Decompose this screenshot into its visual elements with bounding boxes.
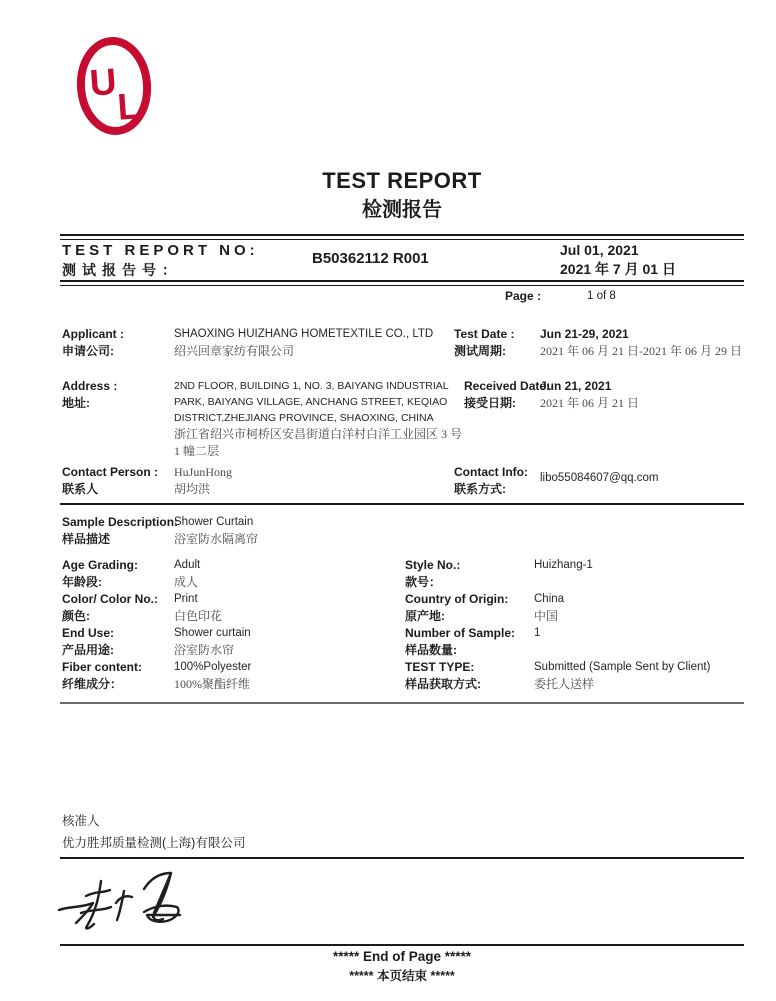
end-use-value-en: Shower curtain bbox=[174, 627, 251, 639]
page-number-row bbox=[60, 289, 744, 305]
test-date-value-en: Jun 21-29, 2021 bbox=[540, 327, 629, 341]
divider-contact bbox=[60, 503, 744, 505]
contact-info-value: libo55084607@qq.com bbox=[540, 472, 659, 484]
received-date-label-en: Received Date: bbox=[464, 379, 551, 393]
divider-footer bbox=[60, 944, 744, 946]
report-no-section bbox=[60, 234, 744, 284]
report-no-value: B50362112 R001 bbox=[312, 250, 429, 267]
style-no-label-zh: 款号： bbox=[405, 575, 442, 589]
contact-person-value-zh: 胡均洪 bbox=[174, 482, 211, 496]
test-type-label-en: TEST TYPE: bbox=[405, 660, 475, 674]
fiber-content-value-en: 100%Polyester bbox=[174, 661, 252, 673]
divider-attributes bbox=[60, 702, 744, 704]
page-number-value: 1 of 8 bbox=[587, 290, 616, 302]
test-type-value-zh: 委托人送样 bbox=[534, 677, 595, 691]
color-label-en: Color/ Color No.: bbox=[62, 592, 158, 606]
age-grading-label-en: Age Grading: bbox=[62, 558, 139, 572]
fiber-content-label-en: Fiber content: bbox=[62, 660, 142, 674]
divider-report-top bbox=[60, 234, 744, 240]
divider-approval bbox=[60, 857, 744, 859]
applicant-value-zh: 绍兴回章家纺有限公司 bbox=[174, 344, 295, 358]
end-use-value-zh: 浴室防水帘 bbox=[174, 643, 235, 657]
fiber-content-label-zh: 纤维成分： bbox=[62, 677, 123, 691]
applicant-row bbox=[60, 326, 744, 360]
country-of-origin-value-zh: 中国 bbox=[534, 609, 559, 623]
sample-description-value-en: Shower Curtain bbox=[174, 516, 254, 528]
country-of-origin-value-en: China bbox=[534, 593, 565, 605]
end-of-page-zh: ***** 本页结束 ***** bbox=[349, 969, 455, 983]
address-label-zh: 地址: bbox=[62, 396, 90, 410]
test-date-value-zh: 2021 年 06 月 21 日-2021 年 06 月 29 日 bbox=[540, 344, 742, 358]
color-value-zh: 白色印花 bbox=[174, 609, 223, 623]
contact-info-label-zh: 联系方式: bbox=[454, 482, 506, 496]
sample-description-row bbox=[60, 514, 744, 548]
style-no-value-en: Huizhang-1 bbox=[534, 559, 593, 571]
report-issue-date-en: Jul 01, 2021 bbox=[560, 242, 639, 258]
test-date-label-en: Test Date : bbox=[454, 327, 515, 341]
age-grading-label-zh: 年龄段: bbox=[62, 575, 102, 589]
svg-text:L: L bbox=[116, 85, 142, 128]
applicant-value-en: SHAOXING HUIZHANG HOMETEXTILE CO., LTD bbox=[174, 328, 434, 340]
report-no-label-zh: 测试报告号： bbox=[62, 262, 182, 278]
sample-description-label-zh: 样品描述 bbox=[62, 532, 111, 546]
page-title-zh: 检测报告 bbox=[362, 199, 442, 221]
number-of-sample-label-en: Number of Sample: bbox=[405, 626, 516, 640]
page-number-label: Page : bbox=[505, 289, 542, 303]
applicant-label-zh: 申请公司: bbox=[62, 344, 114, 358]
divider-report-bottom bbox=[60, 280, 744, 286]
approver-label: 核准人 bbox=[62, 814, 100, 828]
svg-text:U: U bbox=[88, 60, 118, 104]
style-no-label-en: Style No.: bbox=[405, 558, 461, 572]
attr-row-age-style bbox=[60, 557, 744, 591]
test-date-label-zh: 测试周期: bbox=[454, 344, 506, 358]
fiber-content-value-zh: 100%聚酯纤维 bbox=[174, 677, 250, 691]
country-of-origin-label-zh: 原产地: bbox=[405, 609, 445, 623]
test-type-label-zh: 样品获取方式: bbox=[405, 677, 481, 691]
applicant-label-en: Applicant : bbox=[62, 327, 124, 341]
color-label-zh: 颜色: bbox=[62, 609, 90, 623]
contact-person-label-zh: 联系人 bbox=[62, 482, 99, 496]
received-date-value-zh: 2021 年 06 月 21 日 bbox=[540, 396, 640, 410]
attr-row-fiber-testtype bbox=[60, 659, 744, 693]
contact-person-label-en: Contact Person : bbox=[62, 465, 159, 479]
ul-logo-icon bbox=[74, 36, 154, 141]
approval-section bbox=[62, 810, 746, 854]
sample-attributes-section bbox=[60, 557, 744, 693]
color-value-en: Print bbox=[174, 593, 198, 605]
contact-row bbox=[60, 464, 744, 498]
end-of-page-en: ***** End of Page ***** bbox=[332, 949, 472, 964]
signature-handwriting bbox=[56, 866, 206, 949]
report-no-label-en: TEST REPORT NO: bbox=[62, 242, 259, 259]
age-grading-value-zh: 成人 bbox=[174, 575, 199, 589]
contact-info-label-en: Contact Info: bbox=[454, 465, 528, 479]
address-value-zh: 浙江省绍兴市柯桥区安昌街道白洋村白洋工业园区 3 号 1 幢二层 bbox=[174, 427, 463, 458]
sample-description-value-zh: 浴室防水隔离帘 bbox=[174, 532, 259, 546]
end-use-label-zh: 产品用途: bbox=[62, 643, 114, 657]
age-grading-value-en: Adult bbox=[174, 559, 201, 571]
attr-row-color-origin bbox=[60, 591, 744, 625]
address-value-en: 2ND FLOOR, BUILDING 1, NO. 3, BAIYANG INDUSTRIAL PARK, BAIYANG VILLAGE, ANCHANG STREET, KEQIAO DISTRICT,ZHEJIANG PROVINCE, SHAOXING, CHINA bbox=[174, 380, 449, 424]
sample-description-label-en: Sample Description: bbox=[62, 515, 179, 529]
address-row bbox=[60, 378, 744, 460]
received-date-label-zh: 接受日期: bbox=[464, 396, 516, 410]
page-title: TEST REPORT bbox=[322, 168, 482, 193]
report-issue-date-zh: 2021 年 7 月 01 日 bbox=[560, 261, 676, 277]
contact-person-value-en: HuJunHong bbox=[174, 465, 233, 479]
address-label-en: Address : bbox=[62, 379, 118, 393]
test-type-value-en: Submitted (Sample Sent by Client) bbox=[534, 661, 711, 673]
number-of-sample-label-zh: 样品数量: bbox=[405, 643, 457, 657]
end-use-label-en: End Use: bbox=[62, 626, 115, 640]
attr-row-enduse-number bbox=[60, 625, 744, 659]
received-date-value-en: Jun 21, 2021 bbox=[540, 379, 612, 393]
company-name: 优力胜邦质量检测(上海)有限公司 bbox=[62, 836, 246, 850]
number-of-sample-value-en: 1 bbox=[534, 627, 541, 639]
country-of-origin-label-en: Country of Origin: bbox=[405, 592, 509, 606]
